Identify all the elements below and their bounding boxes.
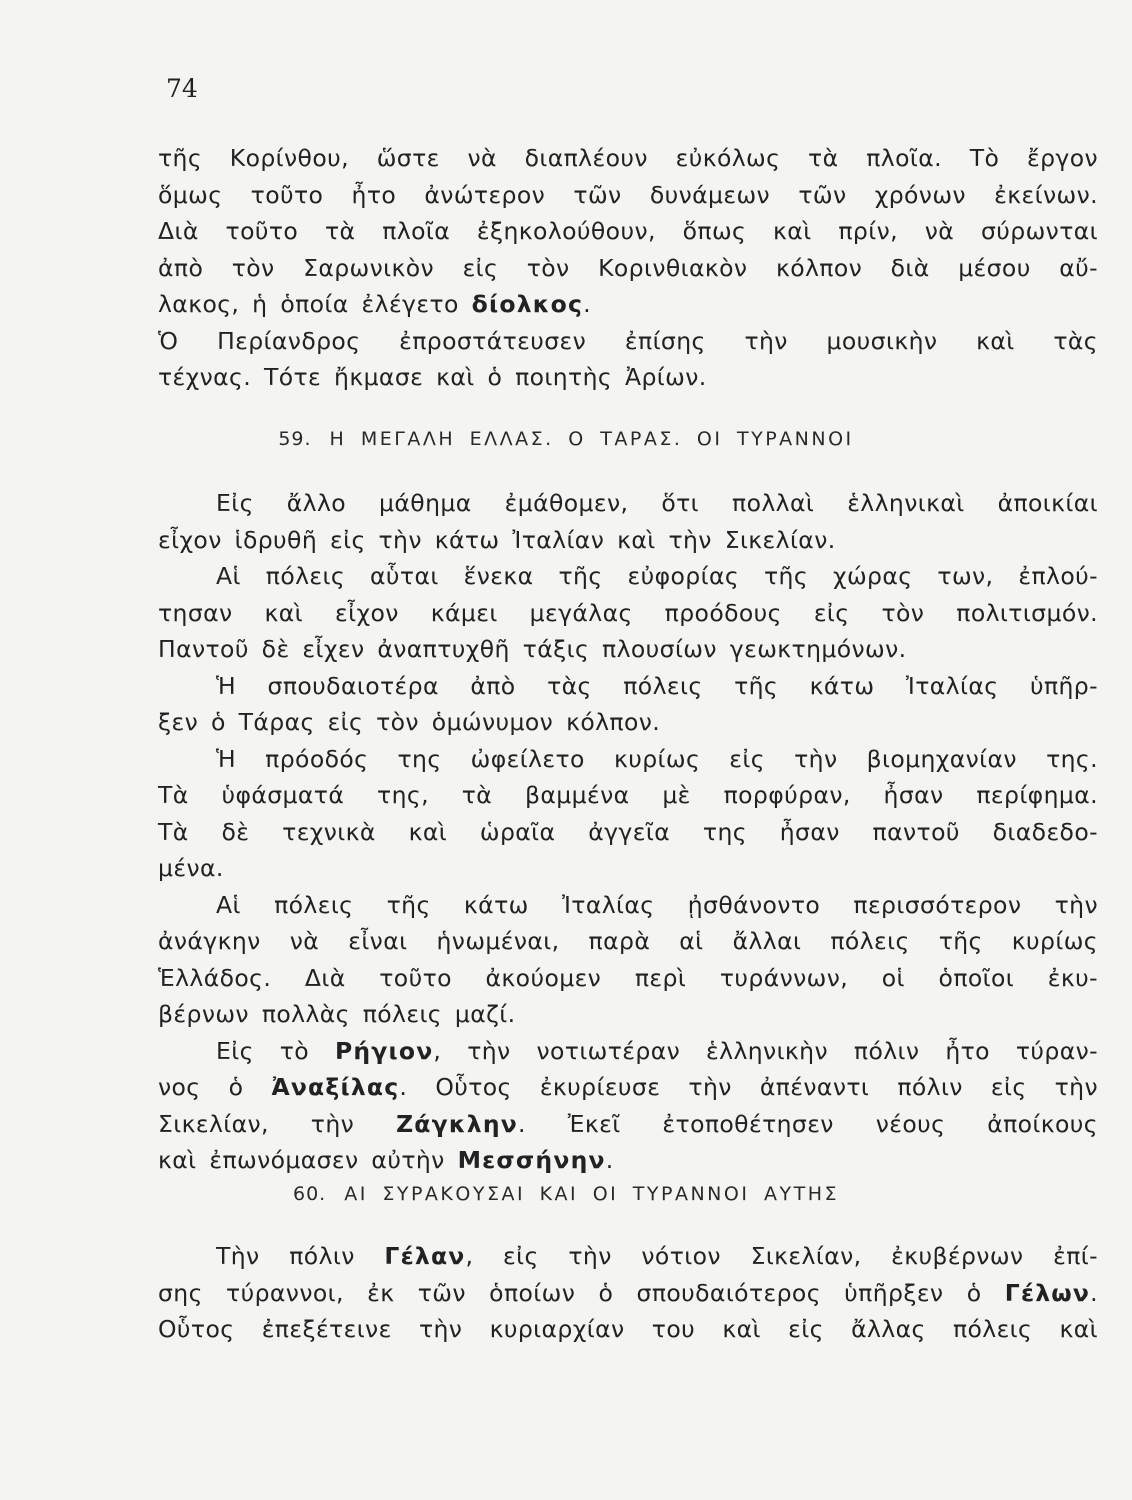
text-line: Τὰ δὲ τεχνικὰ καὶ ὡραῖα ἀγγεῖα της ἦσαν παντοῦ διαδεδο- [158, 817, 1098, 846]
text-run: . [583, 290, 592, 318]
emphasized-term: Ζάγκλην [396, 1109, 518, 1138]
text-line: ἀπὸ τὸν Σαρωνικὸν εἰς τὸν Κορινθιακὸν κόλπον διὰ μέσου αὔ- [158, 253, 1098, 282]
emphasized-term: Ἀναξίλας [271, 1073, 400, 1101]
emphasized-term: Ρήγιον [334, 1036, 434, 1065]
text-line: Διὰ τοῦτο τὰ πλοῖα ἐξηκολούθουν, ὅπως καὶ πρίν, νὰ σύρωνται [158, 217, 1098, 245]
page-number: 74 [166, 74, 198, 103]
text-line: Τὰ ὑφάσματά της, τὰ βαμμένα μὲ πορφύραν, ἦσαν περίφημα. [158, 781, 1098, 809]
text-run: λακος, ἡ ὁποία ἐλέγετο [158, 290, 472, 318]
text-line: Ἡ σπουδαιοτέρα ἀπὸ τὰς πόλεις τῆς κάτω Ἰταλίας ὑπῆρ- [216, 671, 1098, 700]
section-title: Η ΜΕΓΑΛΗ ΕΛΛΑΣ. Ο ΤΑΡΑΣ. ΟΙ ΤΥΡΑΝΝΟΙ [329, 428, 854, 450]
emphasized-term: Γέλων [1004, 1278, 1091, 1307]
text-line [158, 1106, 1098, 1143]
text-line: Εἰς ἄλλο μάθημα ἐμάθομεν, ὅτι πολλαὶ ἑλληνικαὶ ἀποικίαι [216, 489, 1098, 517]
text-line: τῆς Κορίνθου, ὥστε νὰ διαπλέουν εὐκόλως τὰ πλοῖα. Τὸ ἔργον [158, 144, 1098, 172]
text-run: , εἰς τὴν νότιον Σικελίαν, ἐκυβέρνων ἐπί- [465, 1242, 1098, 1270]
emphasized-term: δίολκος [471, 290, 584, 318]
text-line: Οὗτος ἐπεξέτεινε τὴν κυριαρχίαν του καὶ εἰς ἄλλας πόλεις καὶ [158, 1315, 1098, 1343]
text-line: βέρνων πολλὰς πόλεις μαζί. [158, 1000, 516, 1028]
text-line [158, 1275, 1098, 1312]
text-line [158, 1069, 1098, 1106]
text-line: Παντοῦ δὲ εἶχεν ἀναπτυχθῆ τάξις πλουσίων γεωκτημόνων. [158, 635, 907, 663]
text-run: . [605, 1146, 614, 1174]
text-line: ἀνάγκην νὰ εἶναι ἡνωμέναι, παρὰ αἱ ἄλλαι πόλεις τῆς κυρίως [158, 927, 1098, 955]
section-number: 60. [293, 1183, 327, 1205]
text-run: . Ἐκεῖ ἐτοποθέτησεν νέους ἀποίκους [517, 1109, 1098, 1138]
text-line: ξεν ὁ Τάρας εἰς τὸν ὁμώνυμον κόλπον. [158, 708, 661, 736]
text-run: . [1090, 1278, 1098, 1307]
text-run: σης τύραννοι, ἐκ τῶν ὁποίων ὁ σπουδαιότερος ὑπῆρξεν ὁ [158, 1278, 1005, 1307]
section-60-body [158, 1238, 1098, 1348]
text-run: , τὴν νοτιωτέραν ἑλληνικὴν πόλιν ἦτο τύραν- [433, 1036, 1099, 1065]
text-line: Ἑλλάδος. Διὰ τοῦτο ἀκούομεν περὶ τυράννων, οἱ ὁποῖοι ἐκυ- [158, 963, 1098, 992]
text-run: καὶ ἐπωνόμασεν αὐτὴν [158, 1146, 458, 1174]
section-59-heading [0, 428, 1132, 450]
text-line: μένα. [158, 854, 224, 882]
text-run: . Οὗτος ἐκυρίευσε τὴν ἀπέναντι πόλιν εἰς τὴν [399, 1073, 1099, 1101]
section-number: 59. [278, 428, 312, 450]
text-line [158, 1238, 1098, 1275]
text-line: ὅμως τοῦτο ἦτο ἀνώτερον τῶν δυνάμεων τῶν χρόνων ἐκείνων. [158, 180, 1098, 209]
text-line: εἶχον ἱδρυθῆ εἰς τὴν κάτω Ἰταλίαν καὶ τὴν Σικελίαν. [158, 525, 836, 554]
text-line: τησαν καὶ εἶχον κάμει μεγάλας προόδους εἰς τὸν πολιτισμόν. [158, 598, 1098, 627]
text-line [158, 1142, 1098, 1179]
emphasized-term: Γέλαν [384, 1242, 466, 1270]
text-line: Ἡ πρόοδός της ὠφείλετο κυρίως εἰς τὴν βιομηχανίαν της. [216, 744, 1098, 773]
text-line: τέχνας. Τότε ἤκμασε καὶ ὁ ποιητὴς Ἀρίων. [158, 363, 707, 391]
text-run: Τὴν πόλιν [216, 1242, 385, 1270]
text-run: Εἰς τὸ [216, 1036, 335, 1065]
section-60-heading [0, 1183, 1132, 1205]
intro-paragraph [158, 140, 1098, 396]
text-line: Αἱ πόλεις αὗται ἕνεκα τῆς εὐφορίας τῆς χώρας των, ἐπλού- [216, 562, 1098, 590]
section-59-body [158, 485, 1098, 1179]
section-title: ΑΙ ΣΥΡΑΚΟΥΣΑΙ ΚΑΙ ΟΙ ΤΥΡΑΝΝΟΙ ΑΥΤΗΣ [344, 1183, 839, 1205]
text-run: Σικελίαν, τὴν [158, 1109, 397, 1138]
emphasized-term: Μεσσήνην [457, 1146, 606, 1174]
text-line [158, 286, 1098, 323]
text-line: Ὁ Περίανδρος ἐπροστάτευσεν ἐπίσης τὴν μουσικὴν καὶ τὰς [158, 326, 1098, 355]
text-line [158, 1033, 1098, 1070]
text-line: Αἱ πόλεις τῆς κάτω Ἰταλίας ᾐσθάνοντο περισσότερον τὴν [216, 890, 1098, 919]
text-run: νος ὁ [158, 1073, 272, 1101]
